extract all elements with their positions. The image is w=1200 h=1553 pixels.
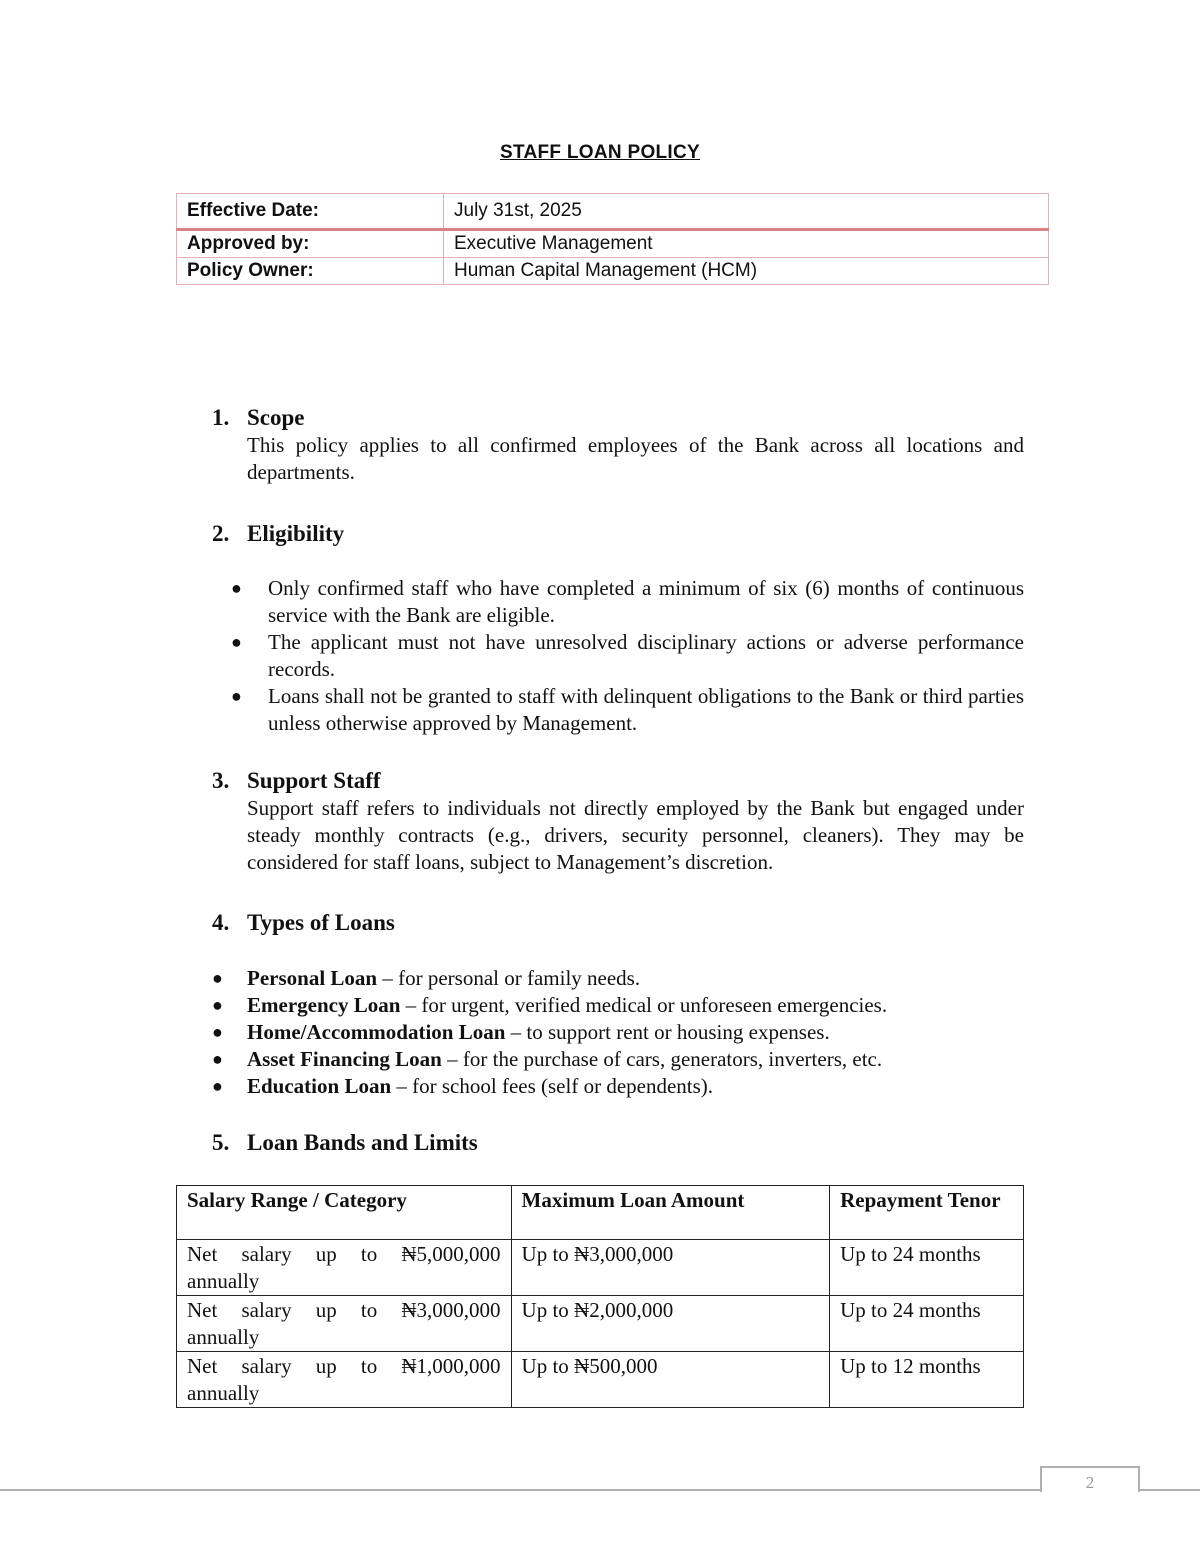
section-number: 5. xyxy=(212,1130,230,1155)
table-header-row xyxy=(177,1186,1024,1240)
loan-type-name: Education Loan xyxy=(247,1074,392,1098)
section-title: Types of Loans xyxy=(247,910,395,935)
section-number: 2. xyxy=(212,521,230,546)
table-cell: Up to ₦500,000 xyxy=(511,1352,830,1408)
section-number: 1. xyxy=(212,405,230,430)
effective-date-label: Effective Date: xyxy=(177,194,444,230)
effective-date-row xyxy=(177,194,1049,230)
loan-types-list xyxy=(212,965,1024,1100)
section-support-staff xyxy=(212,767,1024,876)
approved-by-label: Approved by: xyxy=(177,230,444,258)
loan-type-desc: – to support rent or housing expenses. xyxy=(505,1020,830,1044)
section-heading xyxy=(212,1129,1024,1157)
policy-owner-row xyxy=(177,258,1049,285)
table-cell: Up to 24 months xyxy=(830,1240,1024,1296)
scope-text: This policy applies to all confirmed employees of the Bank across all locations and departments. xyxy=(247,433,1024,484)
section-types-of-loans xyxy=(212,909,1024,1100)
bullet-icon: ● xyxy=(212,995,223,1015)
column-header: Repayment Tenor xyxy=(830,1186,1024,1240)
table-cell: Net salary up to ₦5,000,000 annually xyxy=(177,1240,512,1296)
table-cell: Up to 24 months xyxy=(830,1296,1024,1352)
section-eligibility xyxy=(212,520,1024,737)
loan-type-name: Personal Loan xyxy=(247,966,378,990)
section-heading xyxy=(212,909,1024,937)
loan-type-desc: – for urgent, verified medical or unforeseen emergencies. xyxy=(400,993,888,1017)
table-row xyxy=(177,1352,1024,1408)
support-staff-text: Support staff refers to individuals not directly employed by the Bank but engaged under steady monthly contracts (e.g., drivers, security personnel, cleaners). They may be considered for staff loans, subject to Management’s discretion. xyxy=(247,796,1024,874)
table-row xyxy=(177,1296,1024,1352)
table-cell: Up to ₦3,000,000 xyxy=(511,1240,830,1296)
loan-type-desc: – for personal or family needs. xyxy=(377,966,641,990)
section-number: 3. xyxy=(212,768,230,793)
list-item-text: Only confirmed staff who have completed a minimum of six (6) months of continuous service with the Bank are eligible. xyxy=(268,576,1024,627)
document-title: STAFF LOAN POLICY xyxy=(499,142,701,163)
bullet-icon: ● xyxy=(212,1022,223,1042)
table-cell: Up to ₦2,000,000 xyxy=(511,1296,830,1352)
table-row xyxy=(177,1240,1024,1296)
page-number: 2 xyxy=(1040,1466,1140,1492)
loan-type-name: Asset Financing Loan xyxy=(247,1047,442,1071)
loan-type-name: Emergency Loan xyxy=(247,993,401,1017)
table-cell: Net salary up to ₦1,000,000 annually xyxy=(177,1352,512,1408)
list-item xyxy=(212,683,1024,737)
section-number: 4. xyxy=(212,910,230,935)
bullet-icon: ● xyxy=(212,1076,223,1096)
section-title: Support Staff xyxy=(247,768,381,793)
policy-info-table xyxy=(176,193,1049,285)
loan-type-desc: – for the purchase of cars, generators, inverters, etc. xyxy=(441,1047,883,1071)
section-loan-bands xyxy=(212,1129,1024,1157)
loan-type-name: Home/Accommodation Loan xyxy=(247,1020,506,1044)
policy-owner-value: Human Capital Management (HCM) xyxy=(444,258,1049,285)
footer-divider xyxy=(0,1489,1200,1491)
section-heading xyxy=(212,767,1024,795)
effective-date-value: July 31st, 2025 xyxy=(444,194,1049,230)
approved-by-value: Executive Management xyxy=(444,230,1049,258)
list-item xyxy=(212,575,1024,629)
list-item xyxy=(212,965,1024,992)
table-cell: Net salary up to ₦3,000,000 annually xyxy=(177,1296,512,1352)
list-item xyxy=(212,629,1024,683)
list-item-text: The applicant must not have unresolved disciplinary actions or adverse performance records. xyxy=(268,630,1024,681)
approved-by-row xyxy=(177,230,1049,258)
list-item xyxy=(212,1073,1024,1100)
loan-type-desc: – for school fees (self or dependents). xyxy=(391,1074,714,1098)
bullet-icon: ● xyxy=(212,1049,223,1069)
table-cell: Up to 12 months xyxy=(830,1352,1024,1408)
section-heading xyxy=(212,520,1024,548)
section-scope xyxy=(212,404,1024,486)
list-item xyxy=(212,1046,1024,1073)
loan-bands-table xyxy=(176,1185,1024,1408)
section-heading xyxy=(212,404,1024,432)
policy-owner-label: Policy Owner: xyxy=(177,258,444,285)
section-title: Eligibility xyxy=(247,521,345,546)
column-header: Maximum Loan Amount xyxy=(511,1186,830,1240)
bullet-icon: ● xyxy=(231,686,242,706)
bullet-icon: ● xyxy=(231,632,242,652)
bullet-icon: ● xyxy=(231,578,242,598)
section-title: Loan Bands and Limits xyxy=(247,1130,478,1155)
bullet-icon: ● xyxy=(212,968,223,988)
list-item xyxy=(212,1019,1024,1046)
section-title: Scope xyxy=(247,405,305,430)
eligibility-list xyxy=(212,575,1024,737)
column-header: Salary Range / Category xyxy=(177,1186,512,1240)
list-item xyxy=(212,992,1024,1019)
list-item-text: Loans shall not be granted to staff with delinquent obligations to the Bank or third parties unless otherwise approved by Management. xyxy=(268,684,1024,735)
